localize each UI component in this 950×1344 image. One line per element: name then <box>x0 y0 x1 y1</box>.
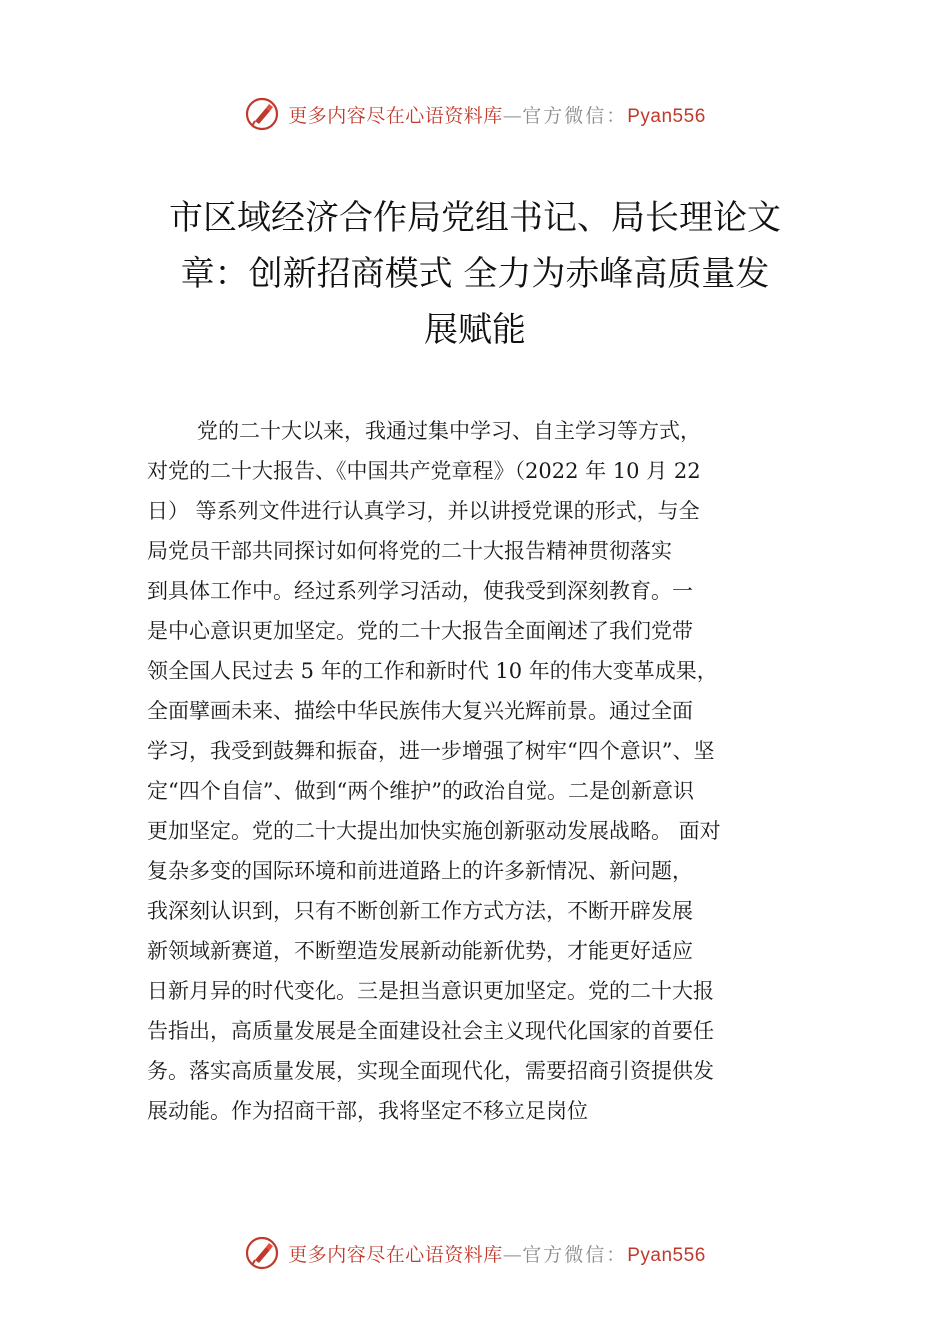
footer-watermark <box>0 1235 950 1271</box>
body-line: 务。落实高质量发展，实现全面现代化，需要招商引资提供发 <box>147 1059 714 1083</box>
watermark-wechat-label: 官方微信： <box>522 104 628 127</box>
body-line: 全面擘画未来、描绘中华民族伟大复兴光辉前景。通过全面 <box>147 699 693 723</box>
title-line: 章：创新招商模式 全力为赤峰高质量发 <box>180 254 770 294</box>
title-line: 市区域经济合作局党组书记、局长理论文 <box>169 198 781 238</box>
fountain-pen-logo-icon <box>244 96 280 132</box>
body-line: 局党员干部共同探讨如何将党的二十大报告精神贯彻落实 <box>147 539 672 563</box>
body-line: 到具体工作中。经过系列学习活动，使我受到深刻教育。一 <box>147 579 693 603</box>
body-line: 日） 等系列文件进行认真学习，并以讲授党课的形式，与全 <box>147 499 700 523</box>
body-line: 领全国人民过去 5 年的工作和新时代 10 年的伟大变革成果， <box>147 659 718 683</box>
body-paragraph <box>147 411 819 1131</box>
body-line: 告指出，高质量发展是全面建设社会主义现代化国家的首要任 <box>147 1019 714 1043</box>
body-line: 党的二十大以来，我通过集中学习、自主学习等方式， <box>197 419 701 443</box>
watermark-dash: — <box>502 1243 523 1266</box>
header-watermark <box>0 96 950 132</box>
body-line: 是中心意识更加坚定。党的二十大报告全面阐述了我们党带 <box>147 619 693 643</box>
body-line: 更加坚定。党的二十大提出加快实施创新驱动发展战略。 面对 <box>147 819 721 843</box>
watermark-wechat-label: 官方微信： <box>522 1243 628 1266</box>
body-line: 新领域新赛道，不断塑造发展新动能新优势，才能更好适应 <box>147 939 693 963</box>
body-line: 日新月异的时代变化。三是担当意识更加坚定。党的二十大报 <box>147 979 714 1003</box>
body-line: 对党的二十大报告、《中国共产党章程》（2022 年 10 月 22 <box>147 459 701 483</box>
fountain-pen-logo-icon <box>244 1235 280 1271</box>
watermark-wechat-id: Pyan556 <box>627 105 706 127</box>
watermark-wechat-id: Pyan556 <box>627 1244 706 1266</box>
body-line: 定“四个自信”、做到“两个维护”的政治自觉。二是创新意识 <box>147 779 694 803</box>
watermark-dash: — <box>502 104 523 127</box>
body-line: 我深刻认识到，只有不断创新工作方式方法，不断开辟发展 <box>147 899 693 923</box>
body-line: 学习，我受到鼓舞和振奋，进一步增强了树牢“四个意识”、坚 <box>147 739 715 763</box>
document-title <box>150 190 800 358</box>
watermark-main-text: 更多内容尽在心语资料库 <box>288 104 503 127</box>
title-line: 展赋能 <box>424 310 526 350</box>
watermark-main-text: 更多内容尽在心语资料库 <box>288 1243 503 1266</box>
body-line: 展动能。作为招商干部，我将坚定不移立足岗位 <box>147 1099 588 1123</box>
body-line: 复杂多变的国际环境和前进道路上的许多新情况、新问题， <box>147 859 693 883</box>
